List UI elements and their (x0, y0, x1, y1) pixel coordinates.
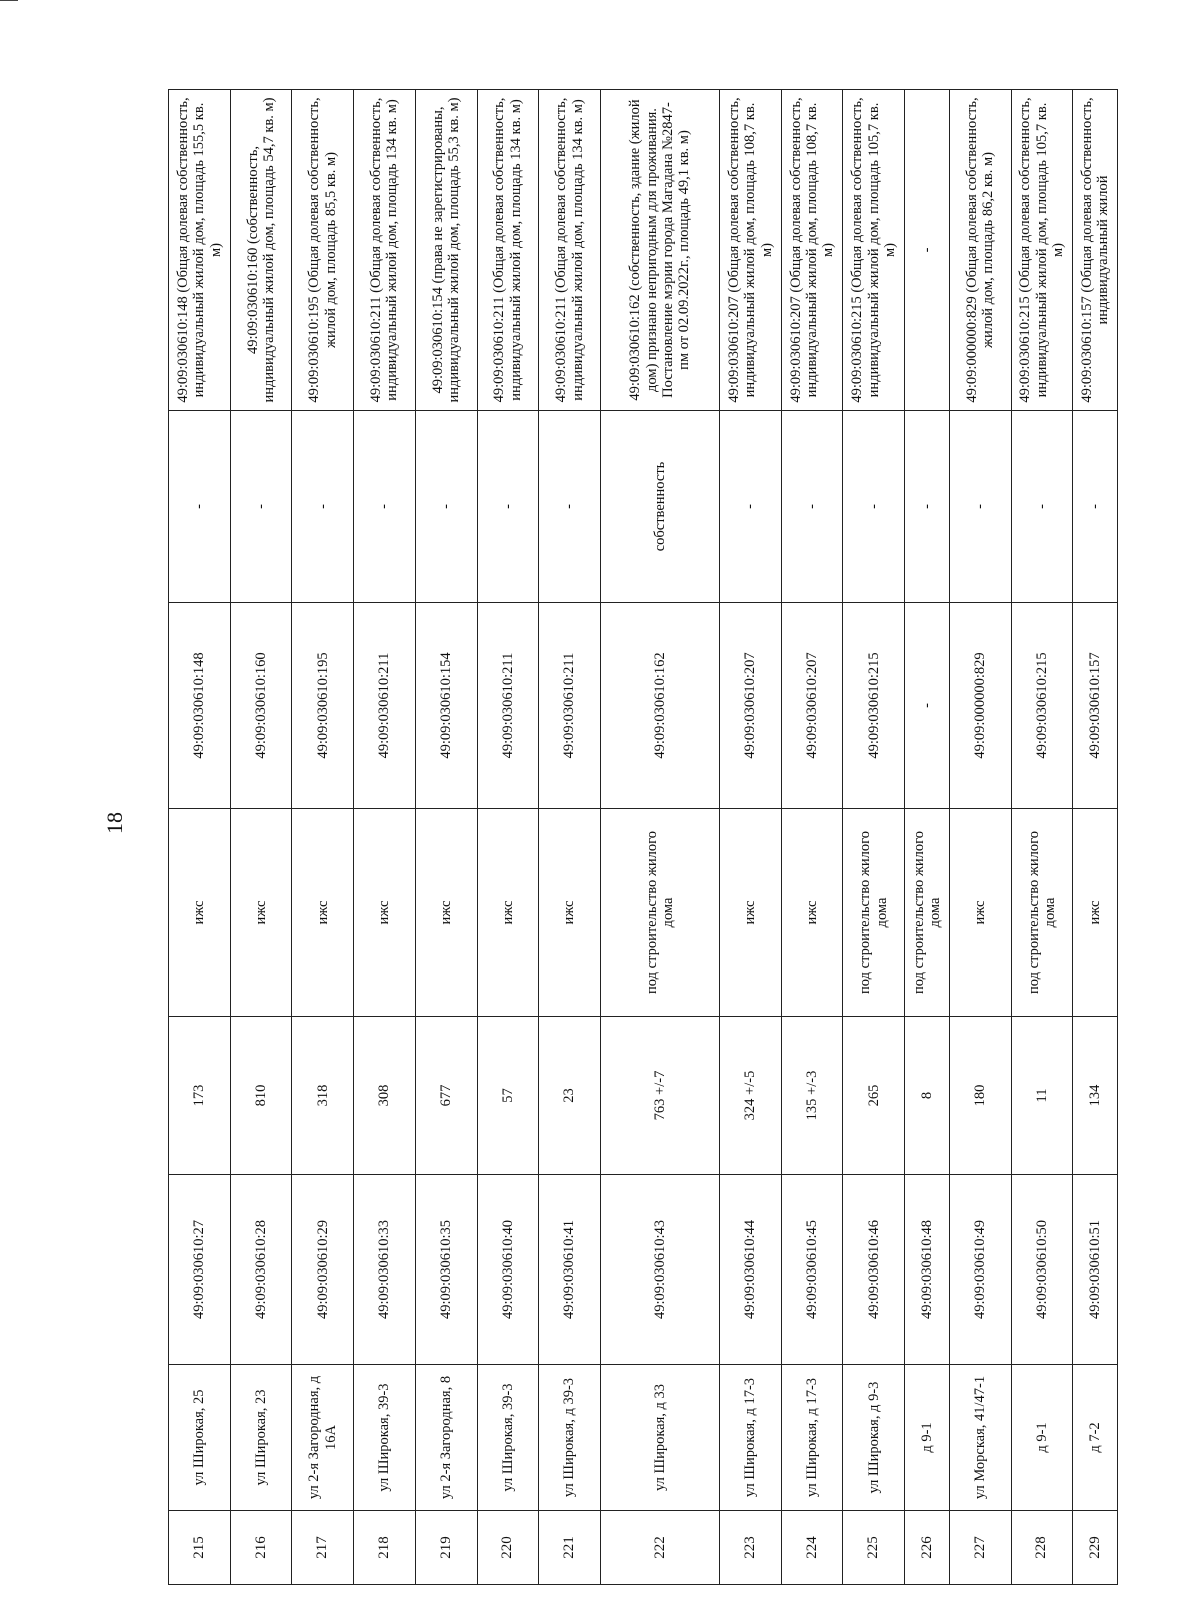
land-plot-registry-table (168, 89, 1118, 1585)
cell-row-number: 215 (169, 1511, 231, 1585)
cell-permitted-use: под строительство жилого дома (1011, 809, 1073, 1017)
table-row (1073, 90, 1118, 1585)
cell-row-number: 221 (539, 1511, 601, 1585)
cell-building-cadastral-number: 49:09:000000:829 (949, 603, 1011, 809)
cell-building-cadastral-number: 49:09:030610:148 (169, 603, 231, 809)
page-number: 18 (102, 812, 127, 834)
cell-right-type: - (292, 411, 354, 603)
cell-row-number: 229 (1073, 1511, 1118, 1585)
cell-right-type: - (1011, 411, 1073, 603)
cell-building-info: 49:09:030610:154 (права не зарегистрированы, индивидуальный жилой дом, площадь 55,3 кв. м) (415, 90, 477, 411)
cell-row-number: 227 (949, 1511, 1011, 1585)
table-row (230, 90, 292, 1585)
cell-building-info: 49:09:030610:148 (Общая долевая собственность, индивидуальный жилой дом, площадь 155,5 кв. м) (169, 90, 231, 411)
cell-cadastral-number: 49:09:030610:28 (230, 1175, 292, 1365)
cell-area: 180 (949, 1017, 1011, 1175)
table-row (477, 90, 539, 1585)
cell-building-cadastral-number: - (905, 603, 950, 809)
table-row (781, 90, 843, 1585)
cell-permitted-use: ижс (354, 809, 416, 1017)
cell-cadastral-number: 49:09:030610:51 (1073, 1175, 1118, 1365)
cell-cadastral-number: 49:09:030610:50 (1011, 1175, 1073, 1365)
cell-cadastral-number: 49:09:030610:43 (600, 1175, 719, 1365)
scan-edge-mark (0, 0, 18, 1)
cell-area: 23 (539, 1017, 601, 1175)
cell-permitted-use: ижс (477, 809, 539, 1017)
cell-area: 57 (477, 1017, 539, 1175)
cell-area: 324 +/-5 (720, 1017, 782, 1175)
cell-cadastral-number: 49:09:030610:27 (169, 1175, 231, 1365)
cell-permitted-use: ижс (292, 809, 354, 1017)
cell-cadastral-number: 49:09:030610:41 (539, 1175, 601, 1365)
cell-building-cadastral-number: 49:09:030610:162 (600, 603, 719, 809)
cell-row-number: 226 (905, 1511, 950, 1585)
cell-building-info: 49:09:030610:195 (Общая долевая собственность, жилой дом, площадь 85,5 кв. м) (292, 90, 354, 411)
cell-building-cadastral-number: 49:09:030610:154 (415, 603, 477, 809)
cell-building-cadastral-number: 49:09:030610:211 (539, 603, 601, 809)
cell-permitted-use: под строительство жилого дома (843, 809, 905, 1017)
cell-building-info: 49:09:030610:215 (Общая долевая собственность, индивидуальный жилой дом, площадь 105,7 кв. м) (843, 90, 905, 411)
table-row (354, 90, 416, 1585)
cell-permitted-use: ижс (781, 809, 843, 1017)
cell-building-info: 49:09:030610:162 (собственность, здание (жилой дом) признано непригодным для проживания. Постановление мэрии города Магадана №2847-пм от 02.09.2022г., площадь 49,1 кв. м) (600, 90, 719, 411)
cell-permitted-use: ижс (1073, 809, 1118, 1017)
cell-address: ул 2-я Загородная, 8 (415, 1365, 477, 1511)
cell-address: ул Широкая, д 9-3 (843, 1365, 905, 1511)
cell-right-type: - (539, 411, 601, 603)
cell-right-type: - (720, 411, 782, 603)
cell-address: ул Широкая, 39-3 (354, 1365, 416, 1511)
cell-building-info: 49:09:030610:215 (Общая долевая собственность, индивидуальный жилой дом, площадь 105,7 кв. м) (1011, 90, 1073, 411)
cell-area: 677 (415, 1017, 477, 1175)
cell-building-info: - (905, 90, 950, 411)
table-row (539, 90, 601, 1585)
cell-address: д 9-1 (1011, 1365, 1073, 1511)
cell-building-cadastral-number: 49:09:030610:207 (720, 603, 782, 809)
cell-address: д 9-1 (905, 1365, 950, 1511)
cell-address: д 7-2 (1073, 1365, 1118, 1511)
cell-right-type: - (905, 411, 950, 603)
cell-area: 763 +/-7 (600, 1017, 719, 1175)
cell-building-cadastral-number: 49:09:030610:211 (354, 603, 416, 809)
cell-right-type: - (949, 411, 1011, 603)
cell-building-info: 49:09:030610:160 (собственность, индивидуальный жилой дом, площадь 54,7 кв. м) (230, 90, 292, 411)
cell-cadastral-number: 49:09:030610:46 (843, 1175, 905, 1365)
cell-right-type: - (843, 411, 905, 603)
table-body (169, 90, 1118, 1585)
cell-address: ул Широкая, д 39-3 (539, 1365, 601, 1511)
cell-address: ул Морская, 41/47-1 (949, 1365, 1011, 1511)
cell-address: ул Широкая, 25 (169, 1365, 231, 1511)
cell-row-number: 225 (843, 1511, 905, 1585)
cell-row-number: 223 (720, 1511, 782, 1585)
table-row (949, 90, 1011, 1585)
cell-cadastral-number: 49:09:030610:40 (477, 1175, 539, 1365)
cell-cadastral-number: 49:09:030610:29 (292, 1175, 354, 1365)
cell-building-info: 49:09:030610:207 (Общая долевая собственность, индивидуальный жилой дом, площадь 108,7 кв. м) (781, 90, 843, 411)
cell-address: ул Широкая, 23 (230, 1365, 292, 1511)
cell-permitted-use: ижс (949, 809, 1011, 1017)
cell-right-type: - (1073, 411, 1118, 603)
cell-row-number: 228 (1011, 1511, 1073, 1585)
cell-building-info: 49:09:030610:211 (Общая долевая собственность, индивидуальный жилой дом, площадь 134 кв. м) (354, 90, 416, 411)
cell-permitted-use: ижс (415, 809, 477, 1017)
table-row (292, 90, 354, 1585)
cell-building-info: 49:09:030610:207 (Общая долевая собственность, индивидуальный жилой дом, площадь 108,7 кв. м) (720, 90, 782, 411)
table-row (1011, 90, 1073, 1585)
cell-building-cadastral-number: 49:09:030610:160 (230, 603, 292, 809)
cell-area: 134 (1073, 1017, 1118, 1175)
cell-building-info: 49:09:030610:157 (Общая долевая собственность, индивидуальный жилой (1073, 90, 1118, 411)
cell-area: 8 (905, 1017, 950, 1175)
cell-building-info: 49:09:030610:211 (Общая долевая собственность, индивидуальный жилой дом, площадь 134 кв. м) (477, 90, 539, 411)
cell-permitted-use: ижс (539, 809, 601, 1017)
table-row (169, 90, 231, 1585)
rotated-table-wrapper (168, 90, 1118, 1585)
cell-building-cadastral-number: 49:09:030610:157 (1073, 603, 1118, 809)
cell-permitted-use: под строительство жилого дома (905, 809, 950, 1017)
cell-area: 265 (843, 1017, 905, 1175)
cell-address: ул 2-я Загородная, д 16А (292, 1365, 354, 1511)
cell-permitted-use: ижс (230, 809, 292, 1017)
cell-area: 173 (169, 1017, 231, 1175)
cell-building-cadastral-number: 49:09:030610:215 (843, 603, 905, 809)
cell-cadastral-number: 49:09:030610:44 (720, 1175, 782, 1365)
cell-address: ул Широкая, д 17-3 (720, 1365, 782, 1511)
cell-cadastral-number: 49:09:030610:45 (781, 1175, 843, 1365)
cell-row-number: 224 (781, 1511, 843, 1585)
cell-building-info: 49:09:030610:211 (Общая долевая собственность, индивидуальный жилой дом, площадь 134 кв. м) (539, 90, 601, 411)
cell-building-cadastral-number: 49:09:030610:215 (1011, 603, 1073, 809)
cell-area: 135 +/-3 (781, 1017, 843, 1175)
cell-permitted-use: под строительство жилого дома (600, 809, 719, 1017)
cell-right-type: собственность (600, 411, 719, 603)
cell-permitted-use: ижс (720, 809, 782, 1017)
cell-row-number: 222 (600, 1511, 719, 1585)
cell-building-cadastral-number: 49:09:030610:195 (292, 603, 354, 809)
cell-right-type: - (169, 411, 231, 603)
table-row (720, 90, 782, 1585)
cell-right-type: - (415, 411, 477, 603)
cell-building-info: 49:09:000000:829 (Общая долевая собственность, жилой дом, площадь 86,2 кв. м) (949, 90, 1011, 411)
cell-row-number: 219 (415, 1511, 477, 1585)
cell-address: ул Широкая, 39-3 (477, 1365, 539, 1511)
cell-cadastral-number: 49:09:030610:49 (949, 1175, 1011, 1365)
cell-row-number: 218 (354, 1511, 416, 1585)
cell-address: ул Широкая, д 33 (600, 1365, 719, 1511)
cell-area: 11 (1011, 1017, 1073, 1175)
cell-right-type: - (781, 411, 843, 603)
cell-area: 810 (230, 1017, 292, 1175)
cell-row-number: 217 (292, 1511, 354, 1585)
cell-right-type: - (477, 411, 539, 603)
cell-building-cadastral-number: 49:09:030610:207 (781, 603, 843, 809)
cell-address: ул Широкая, д 17-3 (781, 1365, 843, 1511)
cell-area: 318 (292, 1017, 354, 1175)
cell-right-type: - (354, 411, 416, 603)
cell-cadastral-number: 49:09:030610:33 (354, 1175, 416, 1365)
cell-row-number: 216 (230, 1511, 292, 1585)
cell-row-number: 220 (477, 1511, 539, 1585)
cell-cadastral-number: 49:09:030610:48 (905, 1175, 950, 1365)
table-row (905, 90, 950, 1585)
cell-building-cadastral-number: 49:09:030610:211 (477, 603, 539, 809)
cell-permitted-use: ижс (169, 809, 231, 1017)
cell-cadastral-number: 49:09:030610:35 (415, 1175, 477, 1365)
cell-right-type: - (230, 411, 292, 603)
table-row (600, 90, 719, 1585)
cell-area: 308 (354, 1017, 416, 1175)
table-row (843, 90, 905, 1585)
table-row (415, 90, 477, 1585)
